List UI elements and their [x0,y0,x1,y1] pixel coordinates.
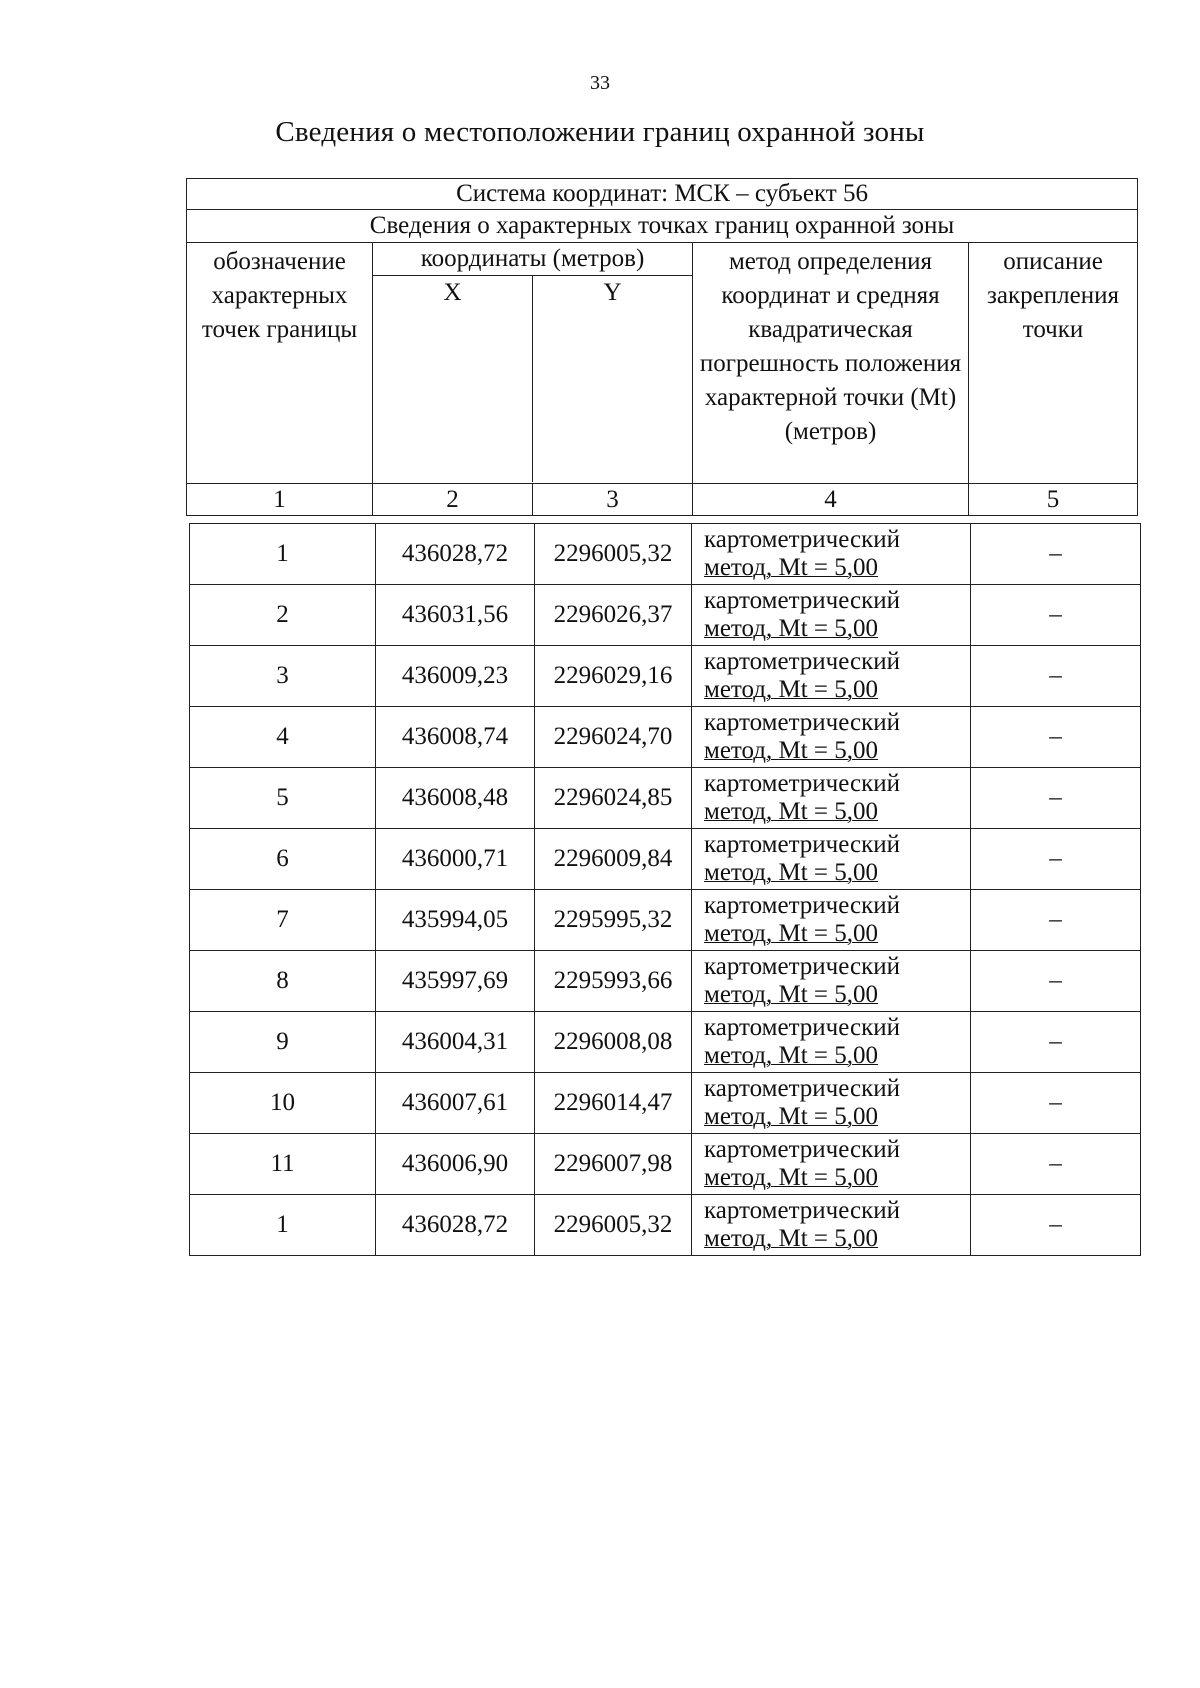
table-row [190,951,1141,1012]
x-cell: 436008,48 [376,768,535,829]
method-line-2: метод, Mt = 5,00 [704,1164,879,1191]
description-cell: – [971,1073,1141,1134]
method-line-2: метод, Mt = 5,00 [704,1103,879,1130]
x-cell: 436006,90 [376,1134,535,1195]
method-cell [692,829,971,890]
y-cell: 2296014,47 [535,1073,692,1134]
y-cell: 2296009,84 [535,829,692,890]
method-line-1: картометрический [704,1197,900,1224]
description-cell: – [971,585,1141,646]
method-cell [692,524,971,585]
table-row [190,829,1141,890]
method-cell [692,1073,971,1134]
point-cell: 7 [190,890,376,951]
table-row [190,1134,1141,1195]
method-cell [692,646,971,707]
method-cell [692,1012,971,1073]
x-cell: 436007,61 [376,1073,535,1134]
method-line-2: метод, Mt = 5,00 [704,920,879,947]
method-line-2: метод, Mt = 5,00 [704,1042,879,1069]
description-cell: – [971,951,1141,1012]
method-line-2: метод, Mt = 5,00 [704,615,879,642]
method-line-1: картометрический [704,648,900,675]
method-line-1: картометрический [704,831,900,858]
table-row [190,585,1141,646]
designation-header-text: обозначение характерных точек границы [201,248,358,343]
y-cell: 2296026,37 [535,585,692,646]
point-cell: 10 [190,1073,376,1134]
method-header-text: метод определения координат и средняя квадратическая погрешность положения характерной точки (Mt) (метров) [699,248,962,445]
x-cell: 436004,31 [376,1012,535,1073]
table-row [190,1195,1141,1256]
coordinates-header-text: координаты (метров) [373,243,692,276]
y-cell: 2296024,85 [535,768,692,829]
x-cell: 435997,69 [376,951,535,1012]
method-line-2: метод, Mt = 5,00 [704,676,879,703]
x-cell: 435994,05 [376,890,535,951]
document-title: Сведения о местоположении границ охранной зоны [275,116,925,148]
method-line-2: метод, Mt = 5,00 [704,859,879,886]
designation-header [187,243,373,484]
table-row [190,1073,1141,1134]
y-cell: 2296024,70 [535,707,692,768]
description-cell: – [971,524,1141,585]
y-cell: 2296005,32 [535,524,692,585]
method-cell [692,1195,971,1256]
table-row [190,646,1141,707]
point-cell: 6 [190,829,376,890]
point-cell: 3 [190,646,376,707]
coordinates-header [373,243,693,484]
y-cell: 2295995,32 [535,890,692,951]
description-header-text: описание закрепления точки [987,248,1119,343]
description-cell: – [971,890,1141,951]
table-row [190,768,1141,829]
y-cell: 2296005,32 [535,1195,692,1256]
column-number-1: 1 [187,484,373,516]
description-cell: – [971,1134,1141,1195]
point-cell: 11 [190,1134,376,1195]
point-cell: 8 [190,951,376,1012]
coordinates-subtable [373,243,692,482]
method-line-1: картометрический [704,587,900,614]
method-cell [692,951,971,1012]
method-line-1: картометрический [704,1014,900,1041]
x-cell: 436008,74 [376,707,535,768]
column-number-2: 2 [373,484,533,515]
point-cell: 2 [190,585,376,646]
column-numbers-2-3 [373,484,693,516]
point-cell: 4 [190,707,376,768]
column-number-3: 3 [606,486,619,513]
x-cell: 436028,72 [376,1195,535,1256]
method-header [693,243,969,484]
header-table [186,178,1138,516]
y-cell: 2296008,08 [535,1012,692,1073]
method-line-1: картометрический [704,953,900,980]
method-line-1: картометрический [704,770,900,797]
coordinate-system-caption: Система координат: МСК – субъект 56 [187,179,1138,210]
method-line-1: картометрический [704,892,900,919]
method-line-1: картометрический [704,1136,900,1163]
method-line-1: картометрический [704,526,900,553]
x-header: X [373,276,533,483]
point-cell: 1 [190,1195,376,1256]
description-cell: – [971,1012,1141,1073]
description-cell: – [971,646,1141,707]
method-line-2: метод, Mt = 5,00 [704,554,879,581]
y-cell: 2296007,98 [535,1134,692,1195]
method-line-2: метод, Mt = 5,00 [704,798,879,825]
point-cell: 1 [190,524,376,585]
points-caption: Сведения о характерных точках границ охранной зоны [187,210,1138,243]
method-line-2: метод, Mt = 5,00 [704,737,879,764]
page-number: 33 [590,72,610,94]
method-line-2: метод, Mt = 5,00 [704,1225,879,1252]
description-cell: – [971,768,1141,829]
description-header [969,243,1138,484]
x-cell: 436000,71 [376,829,535,890]
description-cell: – [971,829,1141,890]
x-cell: 436028,72 [376,524,535,585]
method-cell [692,1134,971,1195]
table-row [190,890,1141,951]
method-cell [692,768,971,829]
method-line-1: картометрический [704,1075,900,1102]
column-number-4: 4 [693,484,969,516]
point-cell: 9 [190,1012,376,1073]
method-line-1: картометрический [704,709,900,736]
table-row [190,524,1141,585]
method-cell [692,707,971,768]
point-cell: 5 [190,768,376,829]
method-line-2: метод, Mt = 5,00 [704,981,879,1008]
points-table [189,523,1141,1256]
column-number-5: 5 [969,484,1138,516]
table-row [190,707,1141,768]
method-cell [692,585,971,646]
description-cell: – [971,1195,1141,1256]
y-header: Y [603,279,622,306]
y-cell: 2296029,16 [535,646,692,707]
x-cell: 436031,56 [376,585,535,646]
table-row [190,1012,1141,1073]
x-cell: 436009,23 [376,646,535,707]
description-cell: – [971,707,1141,768]
y-cell: 2295993,66 [535,951,692,1012]
method-cell [692,890,971,951]
